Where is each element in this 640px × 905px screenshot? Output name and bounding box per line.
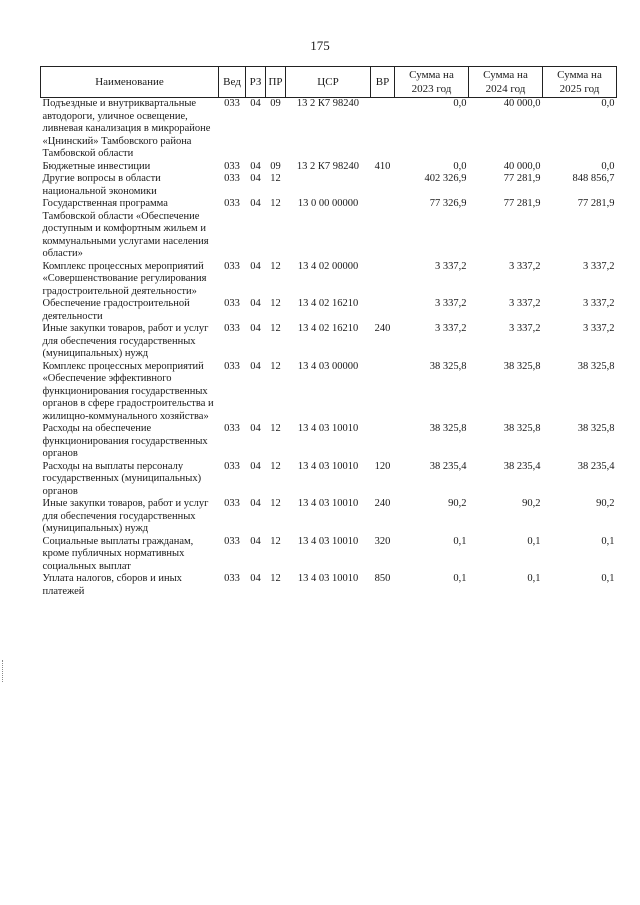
margin-mark xyxy=(2,660,6,682)
cell-pr: 12 xyxy=(270,173,281,184)
cell-ved: 033 xyxy=(224,423,240,434)
cell-pr: 09 xyxy=(270,98,281,109)
cell-ved: 033 xyxy=(224,173,240,184)
cell-sum-2024: 3 337,2 xyxy=(509,323,541,334)
cell-name: Социальные выплаты гражданам, кроме публичных нормативных социальных выплат xyxy=(42,535,194,572)
table-row xyxy=(41,298,617,323)
cell-ved: 033 xyxy=(224,573,240,584)
cell-sum-2023: 90,2 xyxy=(448,498,467,509)
cell-rz: 04 xyxy=(250,360,261,372)
cell-rz: 04 xyxy=(250,198,261,209)
cell-rz: 04 xyxy=(250,535,261,547)
table-row xyxy=(41,161,617,174)
header-csr: ЦСР xyxy=(286,67,371,98)
cell-sum-2025: 848 856,7 xyxy=(572,173,615,184)
cell-sum-2023: 0,0 xyxy=(453,98,467,109)
cell-vr xyxy=(371,198,395,261)
cell-csr: 13 4 03 10010 xyxy=(297,498,359,509)
cell-sum-2023: 3 337,2 xyxy=(435,323,467,334)
cell-sum-2024: 0,1 xyxy=(527,535,541,547)
cell-ved: 033 xyxy=(224,323,240,334)
cell-sum-2023: 3 337,2 xyxy=(435,260,467,272)
cell-pr: 12 xyxy=(270,460,281,472)
table-body xyxy=(41,98,617,599)
cell-rz: 04 xyxy=(250,160,261,172)
table-row xyxy=(41,198,617,261)
cell-ved: 033 xyxy=(224,460,240,472)
cell-vr xyxy=(371,261,395,299)
cell-sum-2025: 3 337,2 xyxy=(583,260,615,272)
cell-pr: 12 xyxy=(270,260,281,272)
table-row xyxy=(41,323,617,361)
cell-vr: 120 xyxy=(374,460,391,472)
cell-name: Государственная программа Тамбовской области «Обеспечение доступным и комфортным жильем и коммунальными услугами населения области» xyxy=(42,198,209,259)
cell-vr xyxy=(371,423,395,461)
cell-ved: 033 xyxy=(224,160,240,172)
header-sum-2024: Сумма на 2024 год xyxy=(469,67,543,98)
header-sum-2025: Сумма на 2025 год xyxy=(543,67,617,98)
cell-ved: 033 xyxy=(224,198,240,209)
cell-sum-2024: 38 235,4 xyxy=(503,460,541,472)
cell-name: Иные закупки товаров, работ и услуг для обеспечения государственных (муниципальных) нужд xyxy=(42,498,209,534)
cell-sum-2023: 38 325,8 xyxy=(429,423,467,434)
cell-ved: 033 xyxy=(224,498,240,509)
cell-csr: 13 2 К7 98240 xyxy=(296,98,360,109)
cell-ved: 033 xyxy=(224,260,240,272)
cell-sum-2023: 0,1 xyxy=(453,573,467,584)
cell-rz: 04 xyxy=(250,98,261,109)
cell-pr: 12 xyxy=(270,498,281,509)
cell-rz: 04 xyxy=(250,323,261,334)
table-row xyxy=(41,173,617,198)
cell-sum-2025: 38 325,8 xyxy=(577,423,615,434)
cell-pr: 12 xyxy=(270,198,281,209)
cell-sum-2023: 38 325,8 xyxy=(429,360,467,372)
cell-sum-2025: 0,1 xyxy=(601,573,615,584)
cell-csr: 13 4 03 10010 xyxy=(297,423,359,434)
cell-name: Расходы на выплаты персоналу государственных (муниципальных) органов xyxy=(42,460,202,497)
cell-rz: 04 xyxy=(250,298,261,309)
cell-pr: 12 xyxy=(270,323,281,334)
header-pr: ПР xyxy=(266,67,286,98)
cell-pr: 12 xyxy=(270,360,281,372)
cell-sum-2025: 77 281,9 xyxy=(577,198,615,209)
cell-sum-2024: 77 281,9 xyxy=(503,173,541,184)
table-row xyxy=(41,461,617,499)
cell-name: Комплекс процессных мероприятий «Обеспечение эффективного функционирования государственных органов в сфере градостроительства и жилищно-коммунального хозяйства» xyxy=(42,360,214,422)
cell-sum-2023: 402 326,9 xyxy=(424,173,467,184)
cell-rz: 04 xyxy=(250,573,261,584)
cell-sum-2025: 0,0 xyxy=(601,98,615,109)
cell-name: Иные закупки товаров, работ и услуг для обеспечения государственных (муниципальных) нужд xyxy=(42,323,209,359)
table-row xyxy=(41,423,617,461)
header-name: Наименование xyxy=(41,67,219,98)
cell-rz: 04 xyxy=(250,460,261,472)
cell-csr: 13 0 00 00000 xyxy=(297,198,359,209)
cell-name: Бюджетные инвестиции xyxy=(42,160,151,172)
table-row xyxy=(41,573,617,598)
cell-sum-2025: 0,1 xyxy=(601,535,615,547)
cell-sum-2025: 38 325,8 xyxy=(577,360,615,372)
cell-ved: 033 xyxy=(224,298,240,309)
cell-sum-2023: 77 326,9 xyxy=(429,198,467,209)
table-row xyxy=(41,98,617,161)
cell-name: Другие вопросы в области национальной экономики xyxy=(42,173,161,197)
cell-vr xyxy=(371,361,395,424)
cell-vr: 240 xyxy=(374,498,391,509)
cell-vr: 320 xyxy=(374,535,391,547)
table-row xyxy=(41,361,617,424)
cell-sum-2025: 90,2 xyxy=(596,498,615,509)
cell-csr: 13 4 03 10010 xyxy=(297,460,359,472)
table-row xyxy=(41,498,617,536)
header-rz: РЗ xyxy=(246,67,266,98)
cell-csr: 13 4 03 00000 xyxy=(297,360,359,372)
cell-csr: 13 4 02 00000 xyxy=(297,260,359,272)
cell-sum-2024: 3 337,2 xyxy=(509,260,541,272)
cell-sum-2024: 40 000,0 xyxy=(503,160,541,172)
cell-pr: 12 xyxy=(270,298,281,309)
table-row xyxy=(41,261,617,299)
cell-sum-2024: 38 325,8 xyxy=(503,423,541,434)
cell-vr: 240 xyxy=(374,323,391,334)
header-vr: ВР xyxy=(371,67,395,98)
table-row xyxy=(41,536,617,574)
cell-csr: 13 2 К7 98240 xyxy=(296,160,360,172)
cell-vr xyxy=(371,98,395,161)
page-number: 175 xyxy=(310,38,330,53)
header-ved: Вед xyxy=(219,67,246,98)
header-sum-2023: Сумма на 2023 год xyxy=(395,67,469,98)
cell-sum-2025: 38 235,4 xyxy=(577,460,615,472)
cell-sum-2024: 3 337,2 xyxy=(509,298,541,309)
cell-pr: 12 xyxy=(270,423,281,434)
cell-name: Комплекс процессных мероприятий «Совершенствование регулирования градостроительной деятельности» xyxy=(42,260,207,297)
cell-rz: 04 xyxy=(250,173,261,184)
cell-pr: 12 xyxy=(270,573,281,584)
cell-ved: 033 xyxy=(224,535,240,547)
cell-ved: 033 xyxy=(224,360,240,372)
cell-sum-2025: 0,0 xyxy=(601,160,615,172)
cell-csr: 13 4 02 16210 xyxy=(297,298,359,309)
cell-name: Расходы на обеспечение функционирования государственных органов xyxy=(42,423,208,459)
cell-sum-2024: 77 281,9 xyxy=(503,198,541,209)
cell-sum-2024: 90,2 xyxy=(522,498,541,509)
cell-sum-2023: 38 235,4 xyxy=(429,460,467,472)
cell-sum-2024: 38 325,8 xyxy=(503,360,541,372)
cell-name: Уплата налогов, сборов и иных платежей xyxy=(42,573,182,597)
table-header-row xyxy=(41,67,617,98)
cell-csr: 13 4 03 10010 xyxy=(297,573,359,584)
cell-sum-2024: 0,1 xyxy=(527,573,541,584)
cell-vr: 850 xyxy=(374,573,391,584)
cell-csr: 13 4 02 16210 xyxy=(297,323,359,334)
cell-rz: 04 xyxy=(250,423,261,434)
cell-sum-2024: 40 000,0 xyxy=(503,98,541,109)
cell-ved: 033 xyxy=(224,98,240,109)
cell-vr: 410 xyxy=(374,160,391,172)
cell-sum-2023: 0,1 xyxy=(453,535,467,547)
cell-pr: 12 xyxy=(270,535,281,547)
cell-sum-2023: 0,0 xyxy=(453,160,467,172)
cell-rz: 04 xyxy=(250,498,261,509)
budget-table xyxy=(40,66,617,598)
cell-name: Подъездные и внутриквартальные автодороги, уличное освещение, ливневая канализация в микрорайоне «Цнинский» Тамбовского района Тамбовской области xyxy=(42,98,211,159)
cell-sum-2025: 3 337,2 xyxy=(583,298,615,309)
cell-vr xyxy=(371,173,395,198)
cell-pr: 09 xyxy=(270,160,281,172)
cell-sum-2025: 3 337,2 xyxy=(583,323,615,334)
cell-sum-2023: 3 337,2 xyxy=(435,298,467,309)
cell-vr xyxy=(371,298,395,323)
cell-csr: 13 4 03 10010 xyxy=(297,535,359,547)
cell-rz: 04 xyxy=(250,260,261,272)
cell-csr xyxy=(286,173,371,198)
cell-name: Обеспечение градостроительной деятельности xyxy=(42,298,190,322)
